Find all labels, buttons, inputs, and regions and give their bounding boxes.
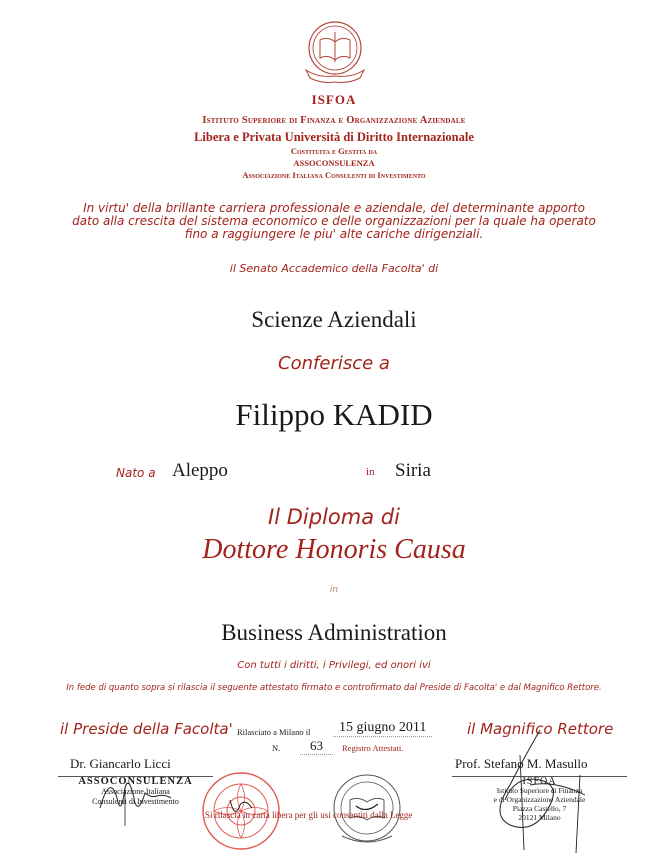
intro-paragraph bbox=[0, 202, 668, 241]
registry-number: 63 bbox=[300, 738, 333, 755]
rector-signature-icon bbox=[480, 725, 590, 855]
in-label-2: in bbox=[329, 585, 339, 595]
attestation-line: In fede di quanto sopra si rilascia il seguente attestato firmato e controfirmato dal Preside di Facolta' e dal Magnifico Rettore. bbox=[66, 683, 602, 693]
born-country: Siria bbox=[395, 460, 431, 481]
legal-note: Si rilascia in carta libera per gli usi consentiti dalla Legge bbox=[205, 810, 413, 820]
recipient-name: Filippo KADID bbox=[235, 397, 433, 432]
rector-stamp-line: 20121 Milano bbox=[518, 813, 561, 822]
senate-line: il Senato Accademico della Facolta' di bbox=[229, 262, 439, 275]
in-label: in bbox=[366, 466, 375, 478]
number-label: N. bbox=[272, 743, 281, 753]
registry-label: Registro Attestati. bbox=[342, 743, 404, 753]
diploma-label: Il Diploma di bbox=[268, 505, 400, 529]
issued-label: Rilasciato a Milano il bbox=[237, 727, 311, 737]
rector-stamp-line: e di Organizzazione Aziendale bbox=[493, 795, 586, 804]
confer-label: Conferisce a bbox=[278, 353, 390, 374]
rector-stamp-line: Piazza Castello, 7 bbox=[512, 804, 567, 813]
university-name: Libera e Privata Università di Diritto Internazionale bbox=[194, 130, 474, 144]
born-city: Aleppo bbox=[172, 460, 228, 481]
intro-line: In virtu' della brillante carriera professionale e aziendale, del determinante apporto bbox=[83, 201, 585, 215]
rector-title: il Magnifico Rettore bbox=[467, 720, 614, 738]
rector-stamp-title: ISFOA bbox=[452, 776, 627, 786]
degree-title: Dottore Honoris Causa bbox=[202, 534, 466, 565]
dean-stamp-title: ASSOCONSULENZA bbox=[58, 776, 213, 787]
dean-title: il Preside della Facolta' bbox=[60, 720, 233, 738]
rector-name: Prof. Stefano M. Masullo bbox=[455, 756, 588, 771]
dean-stamp-line: Associazione Italiana bbox=[101, 787, 170, 796]
institution-acronym: ISFOA bbox=[311, 92, 357, 107]
intro-line: fino a raggiungere le piu' alte cariche dirigenziali. bbox=[184, 227, 484, 241]
rector-stamp-line: Istituto Superiore di Finanza bbox=[496, 786, 583, 795]
rights-line: Con tutti i diritti, i Privilegi, ed onori ivi bbox=[237, 660, 431, 671]
institute-name: Istituto Superiore di Finanza e Organizzazione Aziendale bbox=[202, 115, 466, 126]
born-label: Nato a bbox=[116, 466, 156, 480]
issue-date: 15 giugno 2011 bbox=[333, 720, 432, 737]
dean-signature-icon bbox=[95, 768, 175, 828]
constituted-by: Costituita e Gestita da bbox=[290, 146, 378, 156]
degree-field: Business Administration bbox=[221, 620, 447, 645]
association-acronym: ASSOCONSULENZA bbox=[293, 158, 375, 168]
association-name: Associazione Italiana Consulenti di Investimento bbox=[242, 170, 426, 180]
dean-stamp-line: Consulenti di Investimento bbox=[92, 797, 179, 806]
intro-line: dato alla crescita del sistema economico e delle organizzazioni per la quale ha operato bbox=[72, 214, 596, 228]
isfoa-crest-icon bbox=[298, 18, 372, 88]
faculty-name: Scienze Aziendali bbox=[251, 307, 417, 332]
dean-name: Dr. Giancarlo Licci bbox=[70, 756, 171, 771]
